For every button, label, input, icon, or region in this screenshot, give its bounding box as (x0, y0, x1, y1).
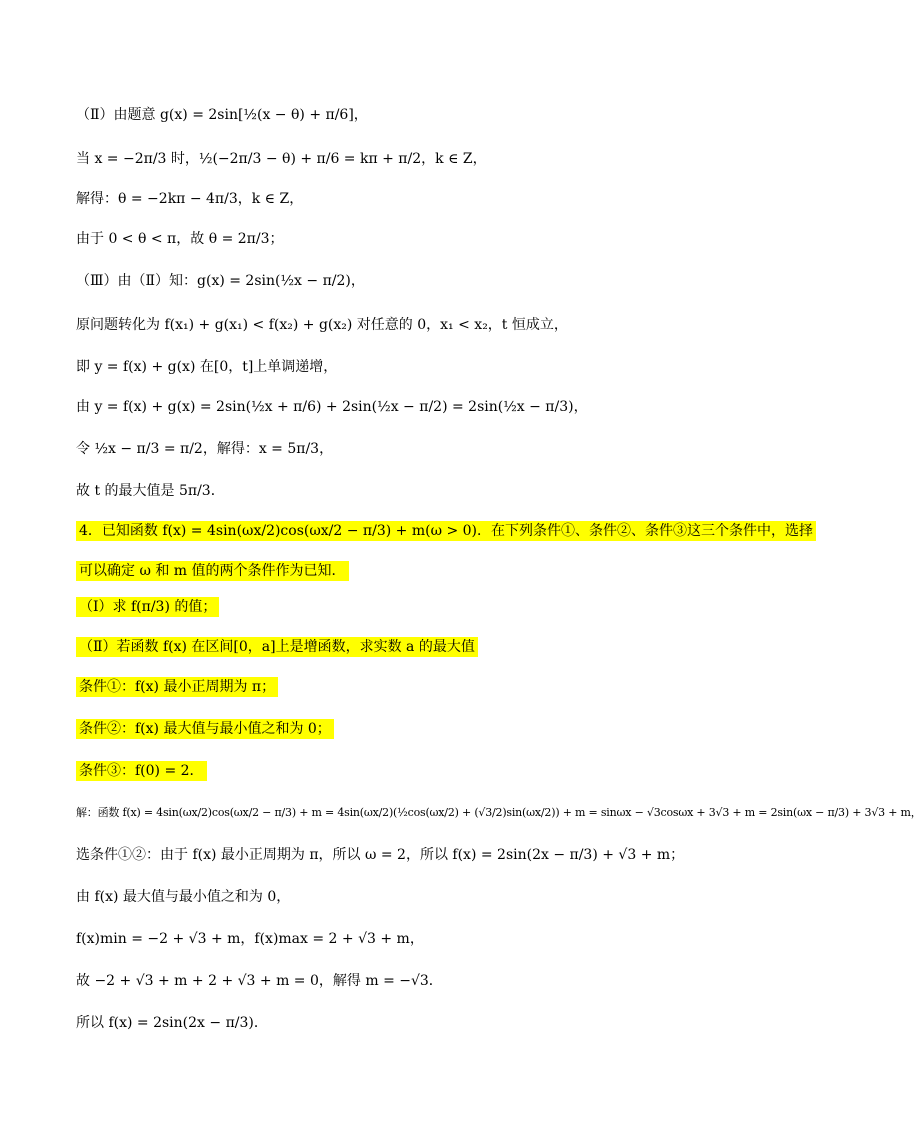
solve-theta-line: 解得：θ = −2kπ − 4π/3，k ∈ Z， (76, 191, 304, 207)
problem-4-statement-cont-text: 可以确定 ω 和 m 值的两个条件作为已知． (76, 561, 349, 581)
question-2 (76, 638, 478, 656)
condition-3 (76, 762, 207, 780)
substitution-line: 当 x = −2π/3 时，½(−2π/3 − θ) + π/6 = kπ + π/2，k ∈ Z， (76, 151, 487, 167)
problem-4-statement (76, 522, 816, 540)
condition-1 (76, 678, 278, 696)
condition-2 (76, 720, 334, 738)
solution-part-2-line: （Ⅱ）由题意 g(x) = 2sin[½(x − θ) + π/6]， (76, 107, 368, 123)
let-equation-line: 令 ½x − π/3 = π/2，解得：x = 5π/3， (76, 441, 334, 457)
solve-m-line: 故 −2 + √3 + m + 2 + √3 + m = 0，解得 m = −√3． (76, 973, 443, 989)
question-1-text: （Ⅰ）求 f(π/3) 的值； (76, 597, 219, 617)
transform-line: 原问题转化为 f(x₁) + g(x₁) < f(x₂) + g(x₂) 对任意的 0，x₁ < x₂，t 恒成立， (76, 317, 568, 333)
question-1 (76, 598, 219, 616)
solution-function-line: 解：函数 f(x) = 4sin(ωx/2)cos(ωx/2 − π/3) + m = 4sin(ωx/2)(½cos(ωx/2) + (√3/2)sin(ωx/2)) + m = sinωx − √3cosωx + 3√3 + m = 2sin(ωx − π/3) + 3√3 + m， (76, 806, 922, 819)
solution-part-3-line: （Ⅲ）由（Ⅱ）知：g(x) = 2sin(½x − π/2)， (76, 273, 365, 289)
max-min-sum-line: 由 f(x) 最大值与最小值之和为 0， (76, 889, 291, 905)
increasing-line: 即 y = f(x) + g(x) 在[0，t]上单调递增， (76, 359, 338, 375)
max-t-line: 故 t 的最大值是 5π/3． (76, 483, 225, 499)
sum-function-line: 由 y = f(x) + g(x) = 2sin(½x + π/6) + 2sin(½x − π/2) = 2sin(½x − π/3)， (76, 399, 588, 415)
min-max-values-line: f(x)min = −2 + √3 + m，f(x)max = 2 + √3 + m， (76, 931, 424, 947)
final-function-line: 所以 f(x) = 2sin(2x − π/3)． (76, 1015, 268, 1031)
problem-4-statement-text: 4．已知函数 f(x) = 4sin(ωx/2)cos(ωx/2 − π/3) + m(ω > 0)．在下列条件①、条件②、条件③这三个条件中，选择 (76, 521, 816, 541)
condition-3-text: 条件③：f(0) = 2． (76, 761, 207, 781)
theta-value-line: 由于 0 < θ < π，故 θ = 2π/3； (76, 231, 284, 247)
condition-1-text: 条件①：f(x) 最小正周期为 π； (76, 677, 278, 697)
problem-4-statement-cont (76, 562, 349, 580)
condition-2-text: 条件②：f(x) 最大值与最小值之和为 0； (76, 719, 334, 739)
select-conditions-line: 选条件①②：由于 f(x) 最小正周期为 π，所以 ω = 2，所以 f(x) = 2sin(2x − π/3) + √3 + m； (76, 847, 685, 863)
question-2-text: （Ⅱ）若函数 f(x) 在区间[0，a]上是增函数，求实数 a 的最大值 (76, 637, 478, 657)
